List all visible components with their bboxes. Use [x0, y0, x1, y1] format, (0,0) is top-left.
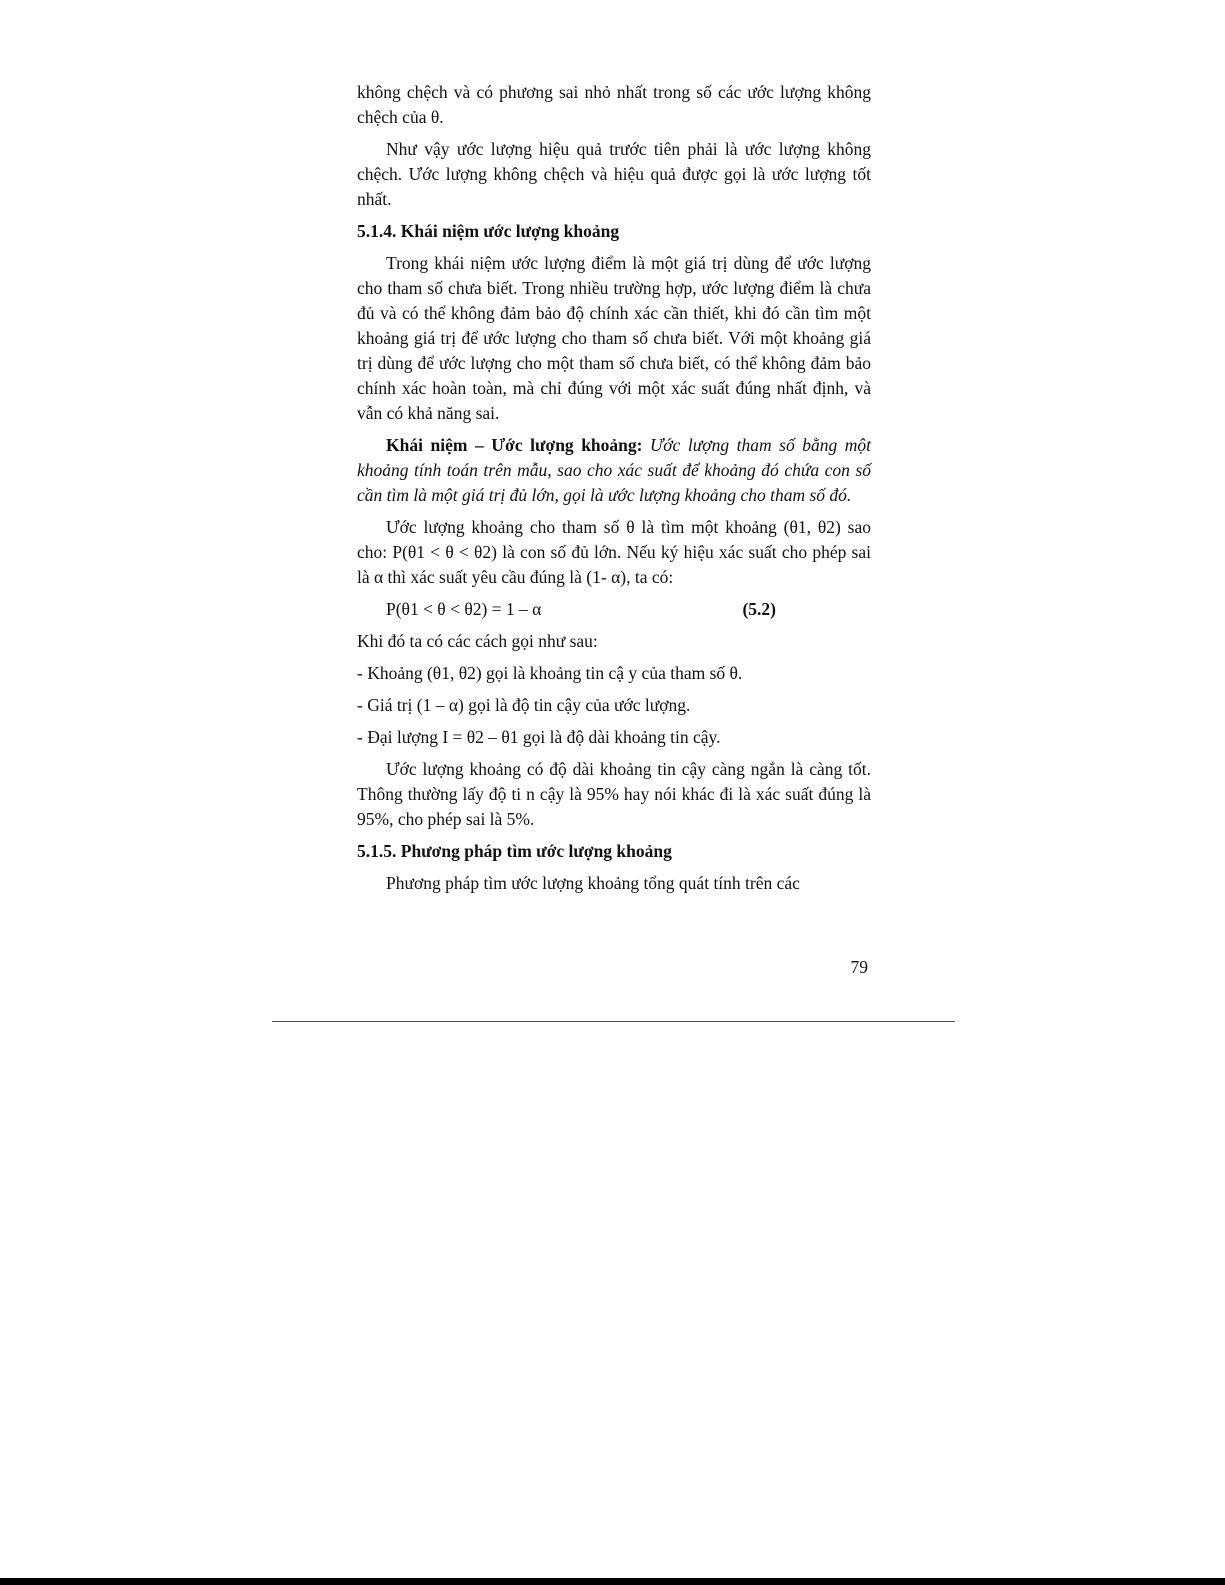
- paragraph-naming-intro: Khi đó ta có các cách gọi như sau:: [357, 631, 598, 651]
- section-heading-5-1-4: 5.1.4. Khái niệm ước lượng khoảng: [357, 221, 620, 241]
- definition-text: Ước lượng tham số bằng một khoảng tính toán trên mẫu, sao cho xác suất để khoảng đó chứa con số cần tìm là một giá trị đủ lớn, gọi là ước lượng khoảng cho tham số đó.: [357, 435, 872, 505]
- list-item-confidence-interval: - Khoảng (θ1, θ2) gọi là khoảng tin cậ y của tham số θ.: [357, 663, 743, 683]
- formula-5-2: [386, 597, 776, 622]
- scan-bottom-edge: [0, 1578, 1225, 1585]
- paragraph-continuation: không chệch và có phương sai nhỏ nhất trong số các ước lượng không chệch của θ.: [357, 82, 871, 127]
- list-item-confidence-level: - Giá trị (1 – α) gọi là độ tin cậy của ước lượng.: [357, 695, 691, 715]
- formula-expression: P(θ1 < θ < θ2) = 1 – α: [386, 599, 542, 619]
- paragraph-interval-theta: Ước lượng khoảng cho tham số θ là tìm một khoảng (θ1, θ2) sao cho: P(θ1 < θ < θ2) là con số đủ lớn. Nếu ký hiệu xác suất cho phép sai là α thì xác suất yêu cầu đúng là (1- α), ta có:: [357, 517, 871, 587]
- paragraph-efficient-estimator: Như vậy ước lượng hiệu quả trước tiên phải là ước lượng không chệch. Ước lượng không chệch và hiệu quả được gọi là ước lượng tốt nhất.: [357, 139, 871, 209]
- definition-paragraph: [357, 433, 871, 508]
- formula-number: (5.2): [742, 599, 776, 619]
- paragraph-method-start: Phương pháp tìm ước lượng khoảng tổng quát tính trên các: [386, 873, 800, 893]
- section-heading-5-1-5: 5.1.5. Phương pháp tìm ước lượng khoảng: [357, 841, 672, 861]
- footer-divider: [272, 1021, 955, 1022]
- paragraph-interval-length: Ước lượng khoảng có độ dài khoảng tin cậy càng ngắn là càng tốt. Thông thường lấy độ ti n cậy là 95% hay nói khác đi là xác suất đúng là 95%, cho phép sai là 5%.: [357, 759, 871, 829]
- page-body: [357, 80, 871, 903]
- list-item-interval-length: - Đại lượng I = θ2 – θ1 gọi là độ dài khoảng tin cậy.: [357, 727, 721, 747]
- page-number: 79: [850, 957, 868, 977]
- definition-label: Khái niệm – Ước lượng khoảng:: [386, 435, 643, 455]
- paragraph-interval-intro: Trong khái niệm ước lượng điểm là một giá trị dùng để ước lượng cho tham số chưa biết. Trong nhiều trường hợp, ước lượng điểm là chưa đủ và có thể không đảm bảo độ chính xác cần thiết, khi đó cần tìm một khoảng giá trị để ước lượng cho tham số chưa biết. Với một khoảng giá trị dùng để ước lượng cho một tham số chưa biết, có thể không đảm bảo chính xác hoàn toàn, mà chỉ đúng với một xác suất đúng nhất định, và vẫn có khả năng sai.: [357, 253, 871, 423]
